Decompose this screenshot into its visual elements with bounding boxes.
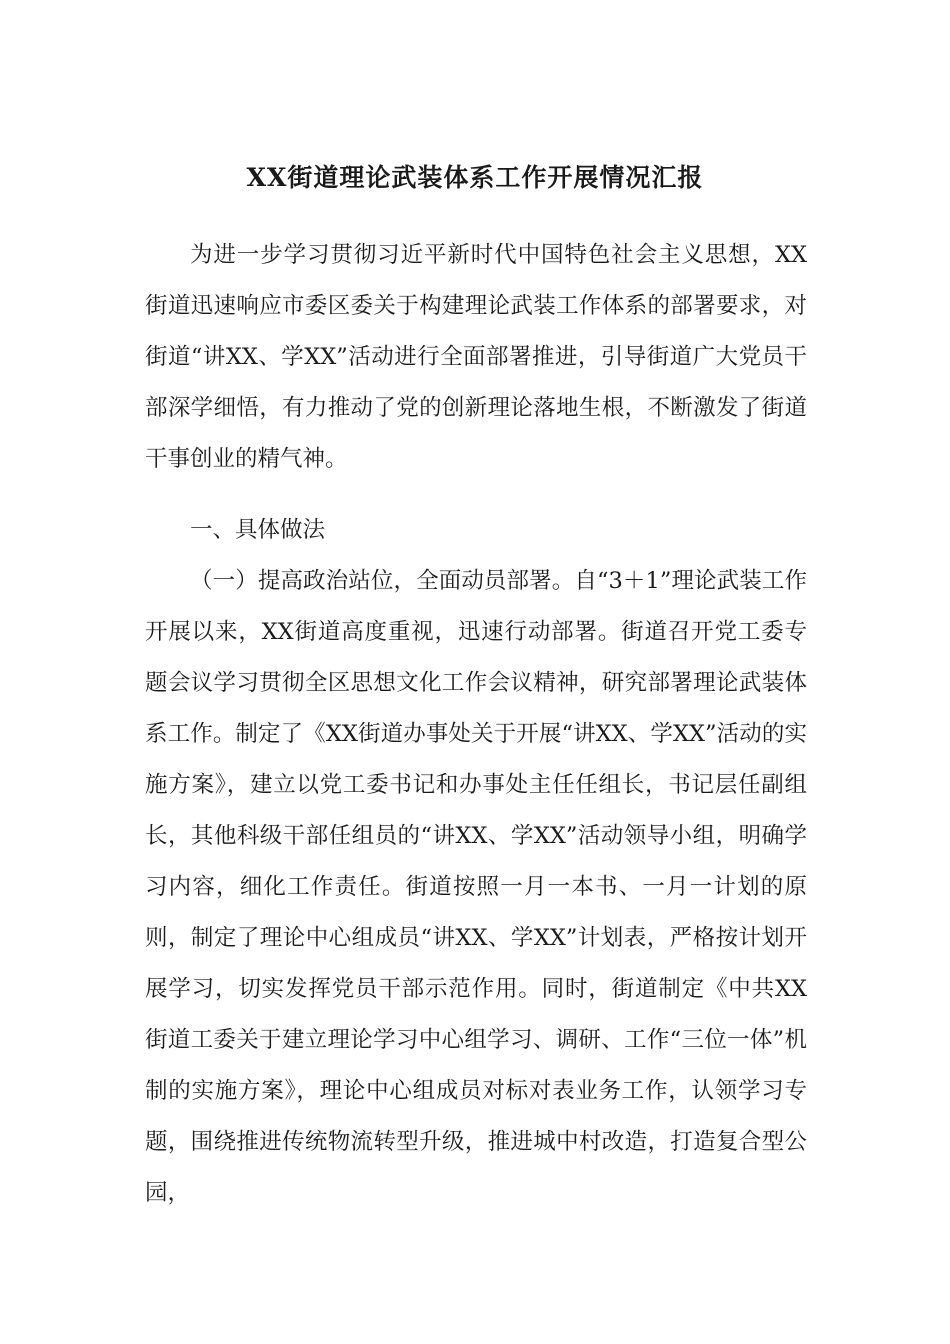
document-title: XX街道理论武装体系工作开展情况汇报	[246, 163, 704, 192]
intro-paragraph: 为进一步学习贯彻习近平新时代中国特色社会主义思想，XX街道迅速响应市委区委关于构建理论武装工作体系的部署要求，对街道“讲XX、学XX”活动进行全面部署推进，引导街道广大党员干部深学细悟，有力推动了党的创新理论落地生根，不断激发了街道干事创业的精气神。	[145, 242, 807, 472]
subsection-paragraph-1: （一）提高政治站位，全面动员部署。自“3＋1”理论武装工作开展以来，XX街道高度重视，迅速行动部署。街道召开党工委专题会议学习贯彻全区思想文化工作会议精神，研究部署理论武装体系工作。制定了《XX街道办事处关于开展“讲XX、学XX”活动的实施方案》，建立以党工委书记和办事处主任任组长，书记层任副组长，其他科级干部任组员的“讲XX、学XX”活动领导小组，明确学习内容，细化工作责任。街道按照一月一本书、一月一计划的原则，制定了理论中心组成员“讲XX、学XX”计划表，严格按计划开展学习，切实发挥党员干部示范作用。同时，街道制定《中共XX街道工委关于建立理论学习中心组学习、调研、工作“三位一体”机制的实施方案》，理论中心组成员对标对表业务工作，认领学习专题，围绕推进传统物流转型升级，推进城中村改造，打造复合型公园，	[145, 568, 807, 1206]
document-body	[145, 230, 807, 1239]
section-heading-1: 一、具体做法	[190, 517, 326, 543]
